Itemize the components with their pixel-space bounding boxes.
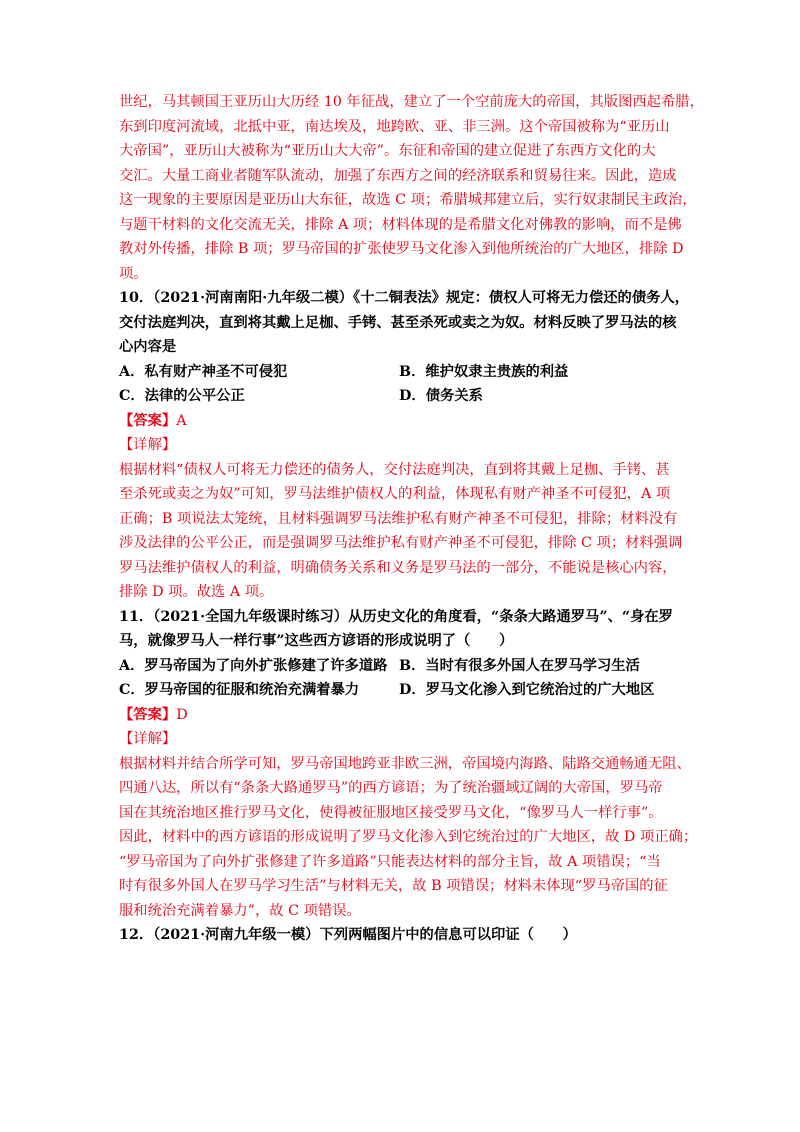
option-b: B．当时有很多外国人在罗马学习生活 — [399, 657, 640, 674]
answer-label: 【答案】 — [119, 412, 177, 429]
explanation-line: “罗马帝国为了向外扩张修建了许多道路”只能表达材料的部分主旨，故 A 项错误；“当 — [119, 853, 661, 870]
answer-value: D — [176, 706, 188, 723]
question-10 — [119, 286, 694, 605]
option-c: C．罗马帝国的征服和统治充满着暴力 — [119, 682, 360, 698]
explanation-line: 国在其统治地区推行罗马文化，使得被征服地区接受罗马文化，“像罗马人一样行事”。 — [119, 804, 663, 821]
explanation-line: 排除 D 项。故选 A 项。 — [119, 584, 274, 600]
question-stem-line: 心内容是 — [119, 339, 177, 355]
document-page — [119, 90, 704, 948]
explanation-line: 与题干材料的文化交流无关，排除 A 项；材料体现的是希腊文化对佛教的影响，而不是佛 — [119, 216, 682, 233]
explanation-line: 涉及法律的公平公正，而是强调罗马法维护私有财产神圣不可侵犯，排除 C 项；材料强调 — [119, 535, 683, 551]
option-a: A．私有财产神圣不可侵犯 — [119, 363, 288, 380]
options-row — [119, 384, 694, 409]
option-a: A．罗马帝国为了向外扩张修建了许多道路 — [119, 657, 388, 674]
explanation-line: 服和统治充满着暴力”，故 C 项错误。 — [119, 902, 361, 919]
answer-value: A — [176, 412, 187, 429]
explanation-line: 东到印度河流域，北抵中亚，南达埃及，地跨欧、亚、非三洲。这个帝国被称为“亚历山 — [119, 118, 670, 135]
options-row — [119, 654, 694, 679]
question-stem-line: 12．（2021·河南九年级一模）下列两幅图片中的信息可以印证（ ） — [119, 927, 577, 943]
detail-label: 【详解】 — [119, 437, 177, 453]
answer-line — [119, 409, 694, 434]
question-stem-line: 交付法庭判决，直到将其戴上足枷、手铐、甚至杀死或卖之为奴。材料反映了罗马法的核 — [119, 314, 677, 331]
option-d: D．债务关系 — [399, 388, 483, 404]
explanation-line: 时有很多外国人在罗马学习生活”与材料无关，故 B 项错误；材料未体现“罗马帝国的征 — [119, 878, 668, 894]
explanation-line: 世纪，马其顿国王亚历山大历经 10 年征战，建立了一个空前庞大的帝国，其版图西起希腊， — [119, 94, 704, 110]
answer-label: 【答案】 — [119, 706, 177, 723]
detail-label: 【详解】 — [119, 731, 177, 747]
explanation-line: 四通八达，所以有“条条大路通罗马”的西方谚语；为了统治疆域辽阔的大帝国，罗马帝 — [119, 780, 663, 796]
explanation-line: 正确；B 项说法太笼统，且材料强调罗马法维护私有财产神圣不可侵犯，排除；材料没有 — [119, 510, 678, 527]
question-11 — [119, 605, 698, 924]
question-stem-line: 10．（2021·河南南阳·九年级二模）《十二铜表法》规定：债权人可将无力偿还的债务人， — [119, 290, 690, 306]
explanation-line: 因此，材料中的西方谚语的形成说明了罗马文化渗入到它统治过的广大地区，故 D 项正确； — [119, 829, 698, 845]
question-stem-line: 11．（2021·全国九年级课时练习）从历史文化的角度看，“条条大路通罗马”、“身在罗 — [119, 608, 673, 625]
option-c: C．法律的公平公正 — [119, 388, 245, 404]
question-12 — [119, 923, 694, 948]
intro-explanation — [119, 90, 704, 286]
explanation-line: 大帝国”，亚历山大被称为“亚历山大大帝”。东征和帝国的建立促进了东西方文化的大 — [119, 143, 656, 159]
explanation-line: 根据材料并结合所学可知，罗马帝国地跨亚非欧三洲，帝国境内海路、陆路交通畅通无阻、 — [119, 755, 691, 772]
option-d: D．罗马文化渗入到它统治过的广大地区 — [399, 682, 655, 698]
explanation-line: 交汇。大量工商业者随军队流动，加强了东西方之间的经济联系和贸易往来。因此，造成 — [119, 167, 677, 184]
option-b: B．维护奴隶主贵族的利益 — [399, 363, 569, 380]
question-stem-line: 马，就像罗马人一样行事”这些西方谚语的形成说明了（ ） — [119, 633, 514, 649]
explanation-line: 根据材料“债权人可将无力偿还的债务人，交付法庭判决，直到将其戴上足枷、手铐、甚 — [119, 461, 670, 478]
explanation-line: 教对外传播，排除 B 项；罗马帝国的扩张使罗马文化渗入到他所统治的广大地区，排除 D — [119, 241, 684, 257]
options-row — [119, 678, 694, 703]
explanation-line: 罗马法维护债权人的利益，明确债务关系和义务是罗马法的一部分，不能说是核心内容， — [119, 559, 677, 576]
answer-line — [119, 703, 694, 728]
options-row — [119, 360, 694, 385]
explanation-line: 至杀死或卖之为奴”可知，罗马法维护债权人的利益，体现私有财产神圣不可侵犯，A 项 — [119, 486, 671, 502]
explanation-line: 这一现象的主要原因是亚历山大东征，故选 C 项；希腊城邦建立后，实行奴隶制民主政治， — [119, 192, 697, 208]
explanation-line: 项。 — [119, 265, 148, 282]
